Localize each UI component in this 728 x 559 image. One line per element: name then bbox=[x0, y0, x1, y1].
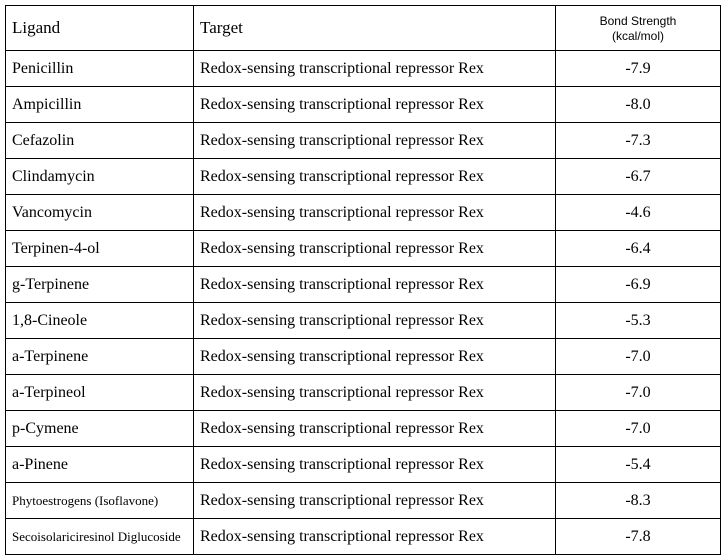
target-cell: Redox-sensing transcriptional repressor Rex bbox=[194, 195, 556, 231]
ligand-cell: Terpinen-4-ol bbox=[6, 231, 194, 267]
header-ligand: Ligand bbox=[6, 6, 194, 51]
target-cell: Redox-sensing transcriptional repressor Rex bbox=[194, 375, 556, 411]
header-bond-strength-unit: (kcal/mol) bbox=[611, 29, 664, 43]
header-bond-strength bbox=[556, 6, 721, 51]
table-row bbox=[6, 483, 721, 519]
bond-strength-cell: -5.3 bbox=[556, 303, 721, 339]
bond-strength-cell: -4.6 bbox=[556, 195, 721, 231]
target-cell: Redox-sensing transcriptional repressor Rex bbox=[194, 303, 556, 339]
table-row bbox=[6, 123, 721, 159]
target-cell: Redox-sensing transcriptional repressor Rex bbox=[194, 267, 556, 303]
ligand-cell: Secoisolariciresinol Diglucoside bbox=[6, 519, 194, 555]
target-cell: Redox-sensing transcriptional repressor Rex bbox=[194, 51, 556, 87]
ligand-cell: Phytoestrogens (Isoflavone) bbox=[6, 483, 194, 519]
bond-strength-cell: -8.0 bbox=[556, 87, 721, 123]
target-cell: Redox-sensing transcriptional repressor Rex bbox=[194, 447, 556, 483]
target-cell: Redox-sensing transcriptional repressor Rex bbox=[194, 159, 556, 195]
table-row bbox=[6, 411, 721, 447]
table-header bbox=[6, 6, 721, 51]
ligand-cell: Vancomycin bbox=[6, 195, 194, 231]
bond-strength-cell: -5.4 bbox=[556, 447, 721, 483]
table-row bbox=[6, 159, 721, 195]
ligand-cell: Ampicillin bbox=[6, 87, 194, 123]
header-bond-strength-label: Bond Strength bbox=[599, 14, 677, 28]
table-row bbox=[6, 519, 721, 555]
ligand-binding-table bbox=[5, 5, 721, 555]
ligand-cell: a-Pinene bbox=[6, 447, 194, 483]
target-cell: Redox-sensing transcriptional repressor Rex bbox=[194, 123, 556, 159]
bond-strength-cell: -6.7 bbox=[556, 159, 721, 195]
ligand-cell: a-Terpinene bbox=[6, 339, 194, 375]
bond-strength-cell: -8.3 bbox=[556, 483, 721, 519]
target-cell: Redox-sensing transcriptional repressor Rex bbox=[194, 483, 556, 519]
target-cell: Redox-sensing transcriptional repressor Rex bbox=[194, 411, 556, 447]
bond-strength-cell: -7.9 bbox=[556, 51, 721, 87]
table-row bbox=[6, 447, 721, 483]
bond-strength-cell: -7.0 bbox=[556, 411, 721, 447]
ligand-cell: Penicillin bbox=[6, 51, 194, 87]
ligand-cell: a-Terpineol bbox=[6, 375, 194, 411]
table-row bbox=[6, 267, 721, 303]
table-row bbox=[6, 339, 721, 375]
ligand-cell: p-Cymene bbox=[6, 411, 194, 447]
ligand-cell: Cefazolin bbox=[6, 123, 194, 159]
table-row bbox=[6, 303, 721, 339]
target-cell: Redox-sensing transcriptional repressor Rex bbox=[194, 519, 556, 555]
table-body bbox=[6, 51, 721, 555]
bond-strength-cell: -7.0 bbox=[556, 339, 721, 375]
table-row bbox=[6, 195, 721, 231]
bond-strength-cell: -7.3 bbox=[556, 123, 721, 159]
table-row bbox=[6, 375, 721, 411]
target-cell: Redox-sensing transcriptional repressor Rex bbox=[194, 87, 556, 123]
bond-strength-cell: -7.0 bbox=[556, 375, 721, 411]
target-cell: Redox-sensing transcriptional repressor Rex bbox=[194, 339, 556, 375]
ligand-cell: g-Terpinene bbox=[6, 267, 194, 303]
header-row bbox=[6, 6, 721, 51]
table-row bbox=[6, 51, 721, 87]
table-row bbox=[6, 231, 721, 267]
header-target: Target bbox=[194, 6, 556, 51]
ligand-cell: 1,8-Cineole bbox=[6, 303, 194, 339]
bond-strength-cell: -6.9 bbox=[556, 267, 721, 303]
bond-strength-cell: -6.4 bbox=[556, 231, 721, 267]
target-cell: Redox-sensing transcriptional repressor Rex bbox=[194, 231, 556, 267]
bond-strength-cell: -7.8 bbox=[556, 519, 721, 555]
table-row bbox=[6, 87, 721, 123]
ligand-cell: Clindamycin bbox=[6, 159, 194, 195]
